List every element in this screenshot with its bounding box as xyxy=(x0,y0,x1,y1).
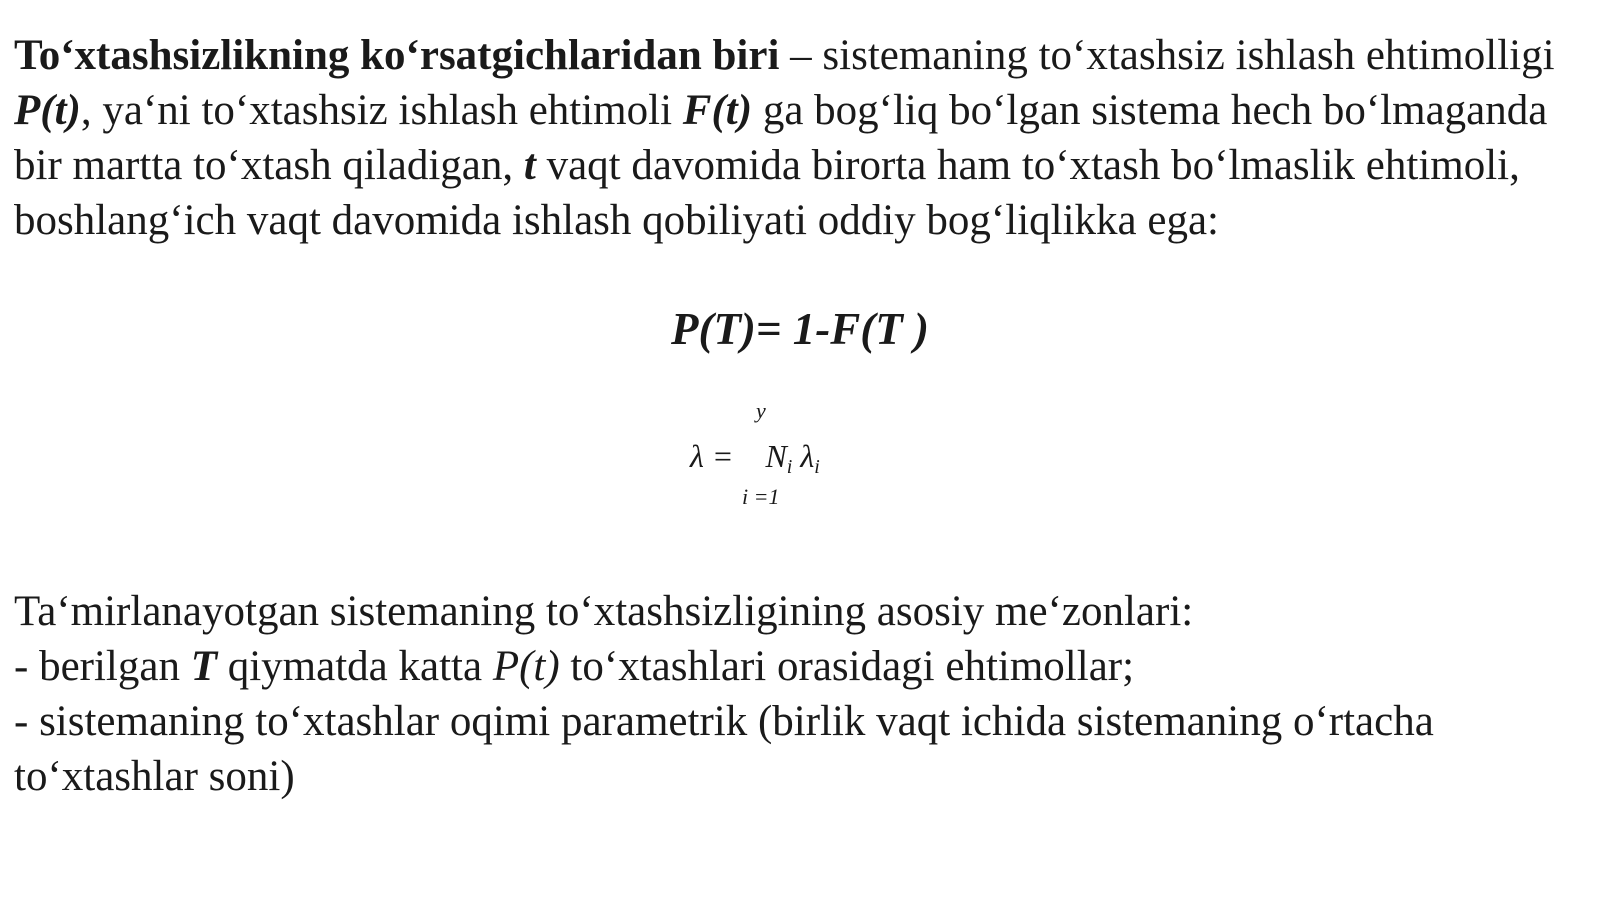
reliability-formula: P(T)= 1-F(T ) xyxy=(670,304,930,354)
intro-mid2: ga bog‘liq bo‘lgan sistema hech bo‘lmaganda bir martta to‘xtash qiladigan, xyxy=(14,87,1548,189)
sum-n-subscript: i xyxy=(786,456,793,478)
intro-dash-text: – sistemaning to‘xtashsiz ishlash ehtimolligi xyxy=(779,32,1555,79)
sum-expression xyxy=(690,438,820,479)
pt-symbol: P(t) xyxy=(14,87,81,134)
failure-rate-sum-formula xyxy=(690,396,870,516)
t-symbol: t xyxy=(523,142,536,189)
criteria-heading: Ta‘mirlanayotgan sistemaning to‘xtashsizligining asosiy me‘zonlari: xyxy=(14,588,1194,635)
criteria-section xyxy=(14,584,1574,804)
intro-mid1: , ya‘ni to‘xtashsiz ishlash ehtimoli xyxy=(80,87,683,134)
item1-pt-symbol: P(t) xyxy=(492,643,560,690)
ft-symbol: F(t) xyxy=(682,87,753,134)
sum-lhs: λ = xyxy=(690,438,742,474)
intro-paragraph xyxy=(14,28,1574,248)
criteria-item-2: - sistemaning to‘xtashlar oqimi parametrik (birlik vaqt ichida sistemaning o‘rtacha to‘xtashlar soni) xyxy=(14,698,1434,800)
sum-lower-limit: i =1 xyxy=(742,484,780,509)
intro-term: To‘xtashsizlikning ko‘rsatgichlaridan biri xyxy=(14,32,780,79)
sum-lambda-subscript: i xyxy=(814,456,820,478)
sum-lambda: λ xyxy=(800,438,815,474)
intro-mid3: vaqt davomida birorta ham to‘xtash bo‘lmaslik ehtimoli, boshlang‘ich vaqt davomida ishlash qobiliyati oddiy bog‘liqlikka ega: xyxy=(14,142,1520,244)
item1-mid: qiymatda katta xyxy=(216,643,493,690)
criteria-item-1 xyxy=(14,639,1574,694)
intro-text xyxy=(14,28,1574,248)
item1-suffix: to‘xtashlari orasidagi ehtimollar; xyxy=(559,643,1135,690)
sum-upper-limit: y xyxy=(756,398,766,423)
item1-prefix: - berilgan xyxy=(14,643,191,690)
T-symbol: T xyxy=(190,643,217,690)
sum-n: N xyxy=(765,438,787,474)
